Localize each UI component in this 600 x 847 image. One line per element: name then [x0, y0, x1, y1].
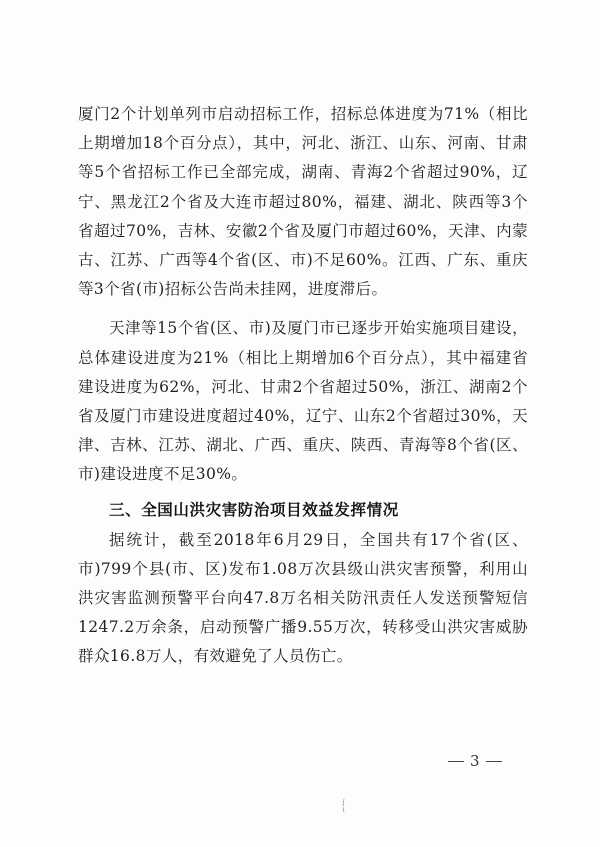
pen-mark-icon: [339, 798, 349, 816]
footer-dash-right: [486, 761, 502, 762]
paragraph-bidding-progress: 厦门2个计划单列市启动招标工作，招标总体进度为71%（相比上期增加18个百分点），其中，河北、浙江、山东、河南、甘肃等5个省招标工作已全部完成，湖南、青海2个省超过90%，辽宁、黑龙江2个省及大连市超过80%，福建、湖北、陕西等3个省超过70%，吉林、安徽2个省及厦门市超过60%，天津、内蒙古、江苏、广西等4个省(区、市)不足60%。江西、广东、重庆等3个省(市)招标公告尚未挂网，进度滞后。: [78, 105, 528, 299]
paragraph-construction-progress: 天津等15个省(区、市)及厦门市已逐步开始实施项目建设，总体建设进度为21%（相比上期增加6个百分点），其中福建省建设进度为62%，河北、甘肃2个省超过50%，浙江、湖南2个省及厦门市建设进度超过40%，辽宁、山东2个省超过30%，天津、吉林、江苏、湖北、广西、重庆、陕西、青海等8个省(区、市)建设进度不足30%。: [78, 319, 528, 484]
page-footer: [448, 752, 528, 770]
document-body: [78, 100, 528, 672]
page-number: 3: [470, 752, 480, 770]
paragraph-benefits: 据统计，截至2018年6月29日，全国共有17个省(区、市)799个县(市、区)发布1.08万次县级山洪灾害预警，利用山洪灾害监测预警平台向47.8万名相关防汛责任人发送预警短信1247.2万余条，启动预警广播9.55万次，转移受山洪灾害威胁群众16.8万人，有效避免了人员伤亡。: [78, 530, 528, 666]
section-heading: 三、全国山洪灾害防治项目效益发挥情况: [109, 500, 399, 519]
footer-dash-left: [448, 761, 464, 762]
